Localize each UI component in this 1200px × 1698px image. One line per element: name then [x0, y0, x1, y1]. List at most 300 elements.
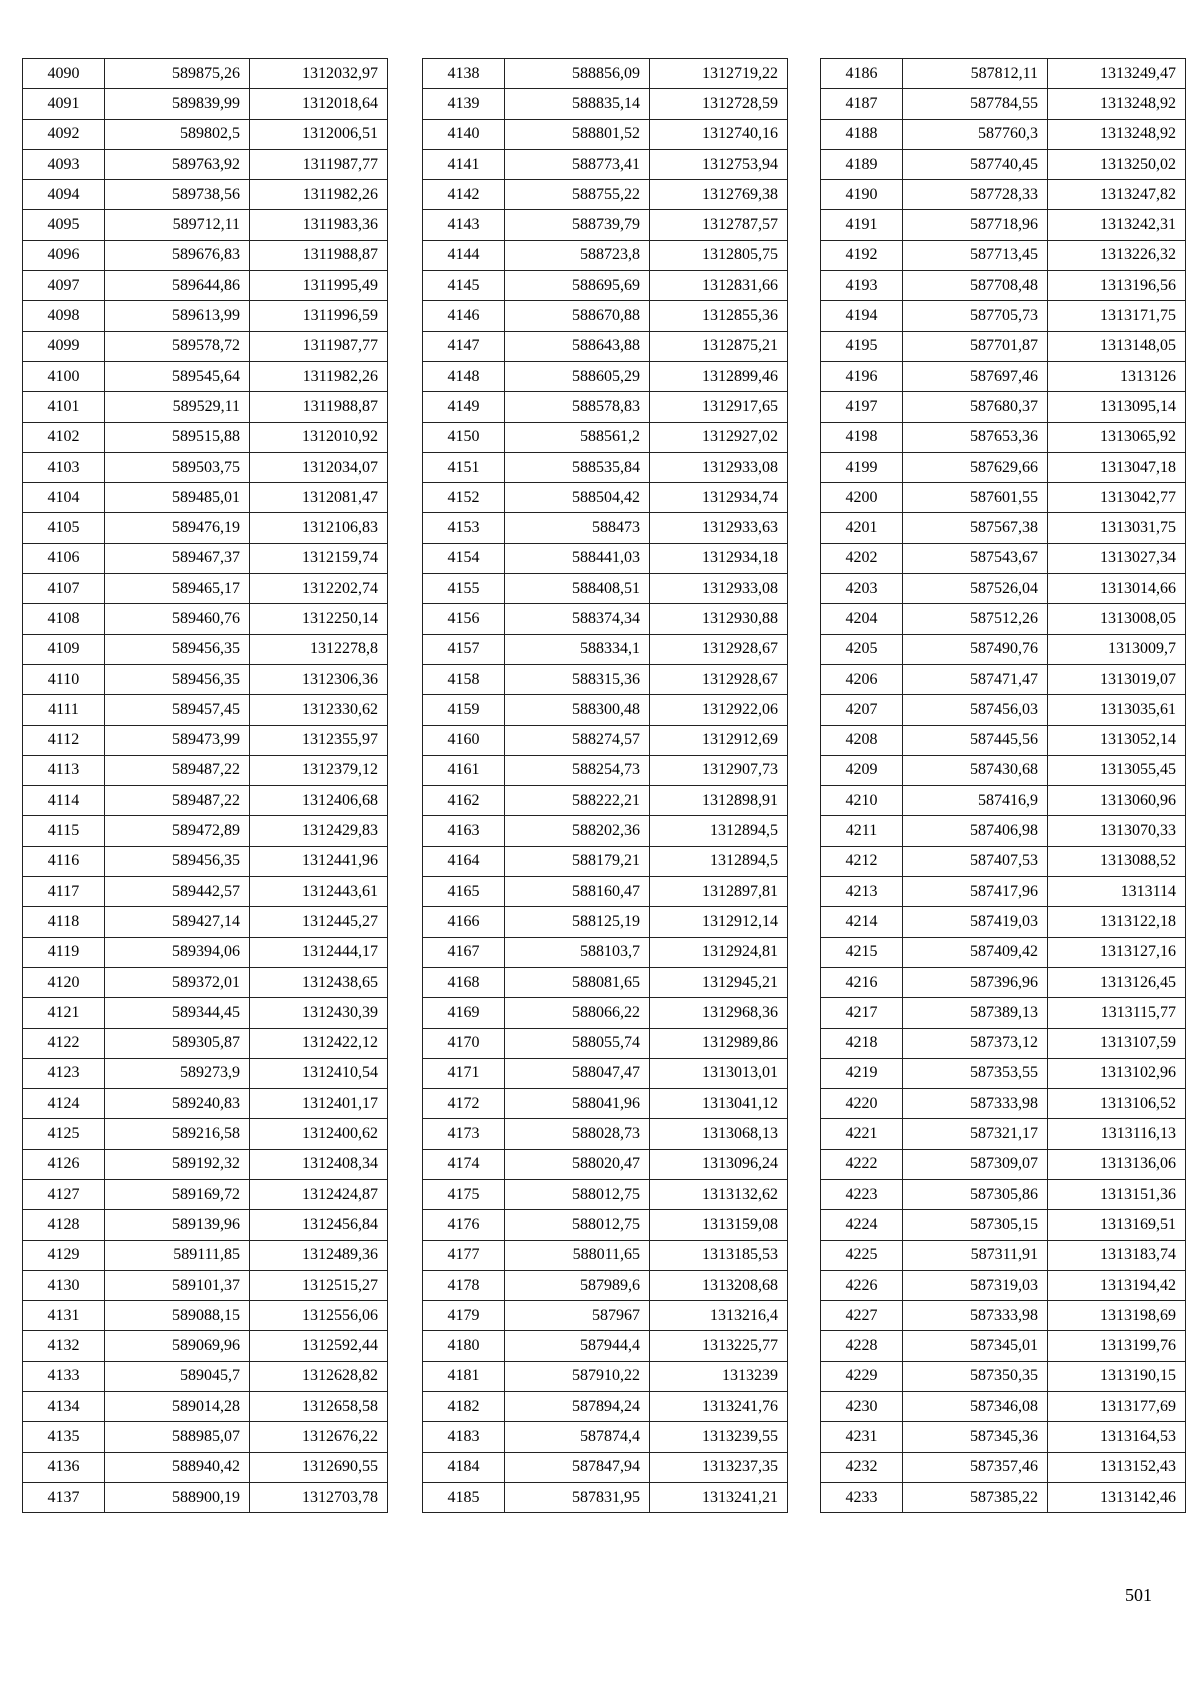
y-coordinate-cell: 1312968,36: [650, 998, 788, 1028]
x-coordinate-cell: 589169,72: [105, 1179, 250, 1209]
x-coordinate-cell: 588755,22: [505, 180, 650, 210]
table-row: [821, 1301, 1186, 1331]
x-coordinate-cell: 587708,48: [903, 271, 1048, 301]
x-coordinate-cell: 587305,86: [903, 1179, 1048, 1209]
table-row: [23, 483, 388, 513]
point-number-cell: 4231: [821, 1422, 903, 1452]
point-number-cell: 4159: [423, 695, 505, 725]
table-row: [821, 725, 1186, 755]
point-number-cell: 4220: [821, 1089, 903, 1119]
y-coordinate-cell: 1312924,81: [650, 937, 788, 967]
table-row: [23, 574, 388, 604]
table-row: [23, 998, 388, 1028]
x-coordinate-cell: 589427,14: [105, 907, 250, 937]
x-coordinate-cell: 587601,55: [903, 483, 1048, 513]
y-coordinate-cell: 1312894,5: [650, 846, 788, 876]
point-number-cell: 4123: [23, 1058, 105, 1088]
table-row: [23, 1331, 388, 1361]
table-row: [423, 149, 788, 179]
y-coordinate-cell: 1312933,08: [650, 452, 788, 482]
table-row: [423, 119, 788, 149]
point-number-cell: 4141: [423, 149, 505, 179]
table-row: [821, 1149, 1186, 1179]
y-coordinate-cell: 1313177,69: [1048, 1392, 1186, 1422]
coordinate-table-2: [422, 58, 788, 1513]
point-number-cell: 4090: [23, 59, 105, 89]
x-coordinate-cell: 587345,36: [903, 1422, 1048, 1452]
x-coordinate-cell: 589442,57: [105, 877, 250, 907]
x-coordinate-cell: 589503,75: [105, 452, 250, 482]
table-row: [821, 361, 1186, 391]
x-coordinate-cell: 588504,42: [505, 483, 650, 513]
point-number-cell: 4177: [423, 1240, 505, 1270]
point-number-cell: 4160: [423, 725, 505, 755]
y-coordinate-cell: 1313106,52: [1048, 1089, 1186, 1119]
point-number-cell: 4198: [821, 422, 903, 452]
point-number-cell: 4119: [23, 937, 105, 967]
point-number-cell: 4109: [23, 634, 105, 664]
point-number-cell: 4232: [821, 1452, 903, 1482]
point-number-cell: 4116: [23, 846, 105, 876]
y-coordinate-cell: 1311988,87: [250, 240, 388, 270]
y-coordinate-cell: 1312592,44: [250, 1331, 388, 1361]
x-coordinate-cell: 589457,45: [105, 695, 250, 725]
table-row: [423, 1482, 788, 1512]
x-coordinate-cell: 588300,48: [505, 695, 650, 725]
x-coordinate-cell: 588254,73: [505, 755, 650, 785]
point-number-cell: 4208: [821, 725, 903, 755]
point-number-cell: 4093: [23, 149, 105, 179]
y-coordinate-cell: 1312930,88: [650, 604, 788, 634]
y-coordinate-cell: 1311995,49: [250, 271, 388, 301]
point-number-cell: 4111: [23, 695, 105, 725]
table-row: [423, 755, 788, 785]
x-coordinate-cell: 587543,67: [903, 543, 1048, 573]
x-coordinate-cell: 588066,22: [505, 998, 650, 1028]
table-row: [23, 1482, 388, 1512]
y-coordinate-cell: 1313052,14: [1048, 725, 1186, 755]
y-coordinate-cell: 1313194,42: [1048, 1270, 1186, 1300]
table-row: [23, 59, 388, 89]
point-number-cell: 4180: [423, 1331, 505, 1361]
point-number-cell: 4229: [821, 1361, 903, 1391]
page-number: 501: [1125, 1585, 1152, 1605]
point-number-cell: 4102: [23, 422, 105, 452]
y-coordinate-cell: 1312897,81: [650, 877, 788, 907]
point-number-cell: 4094: [23, 180, 105, 210]
point-number-cell: 4161: [423, 755, 505, 785]
point-number-cell: 4110: [23, 664, 105, 694]
point-number-cell: 4150: [423, 422, 505, 452]
point-number-cell: 4131: [23, 1301, 105, 1331]
y-coordinate-cell: 1313122,18: [1048, 907, 1186, 937]
table-row: [821, 422, 1186, 452]
point-number-cell: 4203: [821, 574, 903, 604]
x-coordinate-cell: 588940,42: [105, 1452, 250, 1482]
table-row: [821, 1028, 1186, 1058]
point-number-cell: 4225: [821, 1240, 903, 1270]
table-row: [423, 1119, 788, 1149]
x-coordinate-cell: 587345,01: [903, 1331, 1048, 1361]
y-coordinate-cell: 1312898,91: [650, 786, 788, 816]
point-number-cell: 4140: [423, 119, 505, 149]
x-coordinate-cell: 587407,53: [903, 846, 1048, 876]
point-number-cell: 4230: [821, 1392, 903, 1422]
x-coordinate-cell: 587718,96: [903, 210, 1048, 240]
x-coordinate-cell: 588695,69: [505, 271, 650, 301]
table-row: [821, 664, 1186, 694]
table-row: [821, 452, 1186, 482]
point-number-cell: 4107: [23, 574, 105, 604]
y-coordinate-cell: 1312034,07: [250, 452, 388, 482]
table-row: [821, 877, 1186, 907]
x-coordinate-cell: 589139,96: [105, 1210, 250, 1240]
table-row: [423, 180, 788, 210]
x-coordinate-cell: 587350,35: [903, 1361, 1048, 1391]
table-row: [23, 240, 388, 270]
x-coordinate-cell: 587812,11: [903, 59, 1048, 89]
y-coordinate-cell: 1313242,31: [1048, 210, 1186, 240]
y-coordinate-cell: 1312933,08: [650, 574, 788, 604]
x-coordinate-cell: 587357,46: [903, 1452, 1048, 1482]
table-row: [423, 816, 788, 846]
table-row: [423, 1058, 788, 1088]
y-coordinate-cell: 1312805,75: [650, 240, 788, 270]
table-row: [821, 1270, 1186, 1300]
y-coordinate-cell: 1312355,97: [250, 725, 388, 755]
table-row: [821, 513, 1186, 543]
point-number-cell: 4162: [423, 786, 505, 816]
y-coordinate-cell: 1313126: [1048, 361, 1186, 391]
point-number-cell: 4099: [23, 331, 105, 361]
y-coordinate-cell: 1313248,92: [1048, 89, 1186, 119]
y-coordinate-cell: 1313060,96: [1048, 786, 1186, 816]
table-row: [821, 574, 1186, 604]
point-number-cell: 4163: [423, 816, 505, 846]
x-coordinate-cell: 589069,96: [105, 1331, 250, 1361]
x-coordinate-cell: 588055,74: [505, 1028, 650, 1058]
y-coordinate-cell: 1313019,07: [1048, 664, 1186, 694]
y-coordinate-cell: 1313183,74: [1048, 1240, 1186, 1270]
point-number-cell: 4149: [423, 392, 505, 422]
x-coordinate-cell: 589456,35: [105, 846, 250, 876]
point-number-cell: 4188: [821, 119, 903, 149]
y-coordinate-cell: 1312728,59: [650, 89, 788, 119]
point-number-cell: 4113: [23, 755, 105, 785]
table-row: [821, 59, 1186, 89]
y-coordinate-cell: 1313198,69: [1048, 1301, 1186, 1331]
point-number-cell: 4211: [821, 816, 903, 846]
point-number-cell: 4205: [821, 634, 903, 664]
table-row: [821, 1422, 1186, 1452]
x-coordinate-cell: 588643,88: [505, 331, 650, 361]
point-number-cell: 4124: [23, 1089, 105, 1119]
x-coordinate-cell: 589472,89: [105, 816, 250, 846]
point-number-cell: 4164: [423, 846, 505, 876]
y-coordinate-cell: 1313169,51: [1048, 1210, 1186, 1240]
point-number-cell: 4194: [821, 301, 903, 331]
table-row: [423, 1240, 788, 1270]
x-coordinate-cell: 589111,85: [105, 1240, 250, 1270]
y-coordinate-cell: 1313208,68: [650, 1270, 788, 1300]
y-coordinate-cell: 1313248,92: [1048, 119, 1186, 149]
x-coordinate-cell: 589487,22: [105, 786, 250, 816]
table-row: [23, 755, 388, 785]
y-coordinate-cell: 1313199,76: [1048, 1331, 1186, 1361]
y-coordinate-cell: 1313132,62: [650, 1179, 788, 1209]
x-coordinate-cell: 589476,19: [105, 513, 250, 543]
y-coordinate-cell: 1313114: [1048, 877, 1186, 907]
table-row: [23, 392, 388, 422]
table-row: [23, 725, 388, 755]
point-number-cell: 4178: [423, 1270, 505, 1300]
point-number-cell: 4117: [23, 877, 105, 907]
y-coordinate-cell: 1313196,56: [1048, 271, 1186, 301]
table-row: [821, 149, 1186, 179]
table-row: [423, 1301, 788, 1331]
x-coordinate-cell: 589875,26: [105, 59, 250, 89]
point-number-cell: 4165: [423, 877, 505, 907]
point-number-cell: 4144: [423, 240, 505, 270]
y-coordinate-cell: 1312456,84: [250, 1210, 388, 1240]
x-coordinate-cell: 589456,35: [105, 634, 250, 664]
y-coordinate-cell: 1312928,67: [650, 634, 788, 664]
y-coordinate-cell: 1313250,02: [1048, 149, 1186, 179]
x-coordinate-cell: 587309,07: [903, 1149, 1048, 1179]
table-row: [423, 513, 788, 543]
y-coordinate-cell: 1313226,32: [1048, 240, 1186, 270]
x-coordinate-cell: 587396,96: [903, 967, 1048, 997]
x-coordinate-cell: 589613,99: [105, 301, 250, 331]
table-row: [23, 604, 388, 634]
table-row: [821, 271, 1186, 301]
x-coordinate-cell: 589487,22: [105, 755, 250, 785]
point-number-cell: 4193: [821, 271, 903, 301]
point-number-cell: 4145: [423, 271, 505, 301]
y-coordinate-cell: 1311982,26: [250, 361, 388, 391]
point-number-cell: 4204: [821, 604, 903, 634]
x-coordinate-cell: 589088,15: [105, 1301, 250, 1331]
point-number-cell: 4196: [821, 361, 903, 391]
point-number-cell: 4128: [23, 1210, 105, 1240]
y-coordinate-cell: 1312740,16: [650, 119, 788, 149]
y-coordinate-cell: 1313185,53: [650, 1240, 788, 1270]
table-row: [23, 1240, 388, 1270]
point-number-cell: 4217: [821, 998, 903, 1028]
x-coordinate-cell: 588835,14: [505, 89, 650, 119]
y-coordinate-cell: 1312489,36: [250, 1240, 388, 1270]
x-coordinate-cell: 588047,47: [505, 1058, 650, 1088]
point-number-cell: 4207: [821, 695, 903, 725]
table-row: [423, 1210, 788, 1240]
table-row: [821, 1482, 1186, 1512]
x-coordinate-cell: 587373,12: [903, 1028, 1048, 1058]
point-number-cell: 4142: [423, 180, 505, 210]
y-coordinate-cell: 1313151,36: [1048, 1179, 1186, 1209]
table-row: [821, 1179, 1186, 1209]
point-number-cell: 4233: [821, 1482, 903, 1512]
table-row: [423, 1149, 788, 1179]
point-number-cell: 4138: [423, 59, 505, 89]
x-coordinate-cell: 587894,24: [505, 1392, 650, 1422]
y-coordinate-cell: 1312032,97: [250, 59, 388, 89]
table-row: [423, 210, 788, 240]
y-coordinate-cell: 1312933,63: [650, 513, 788, 543]
table-row: [23, 271, 388, 301]
x-coordinate-cell: 587989,6: [505, 1270, 650, 1300]
table-row: [423, 361, 788, 391]
x-coordinate-cell: 588670,88: [505, 301, 650, 331]
x-coordinate-cell: 589240,83: [105, 1089, 250, 1119]
y-coordinate-cell: 1312401,17: [250, 1089, 388, 1119]
table-row: [423, 331, 788, 361]
x-coordinate-cell: 587728,33: [903, 180, 1048, 210]
x-coordinate-cell: 588441,03: [505, 543, 650, 573]
x-coordinate-cell: 589545,64: [105, 361, 250, 391]
x-coordinate-cell: 588856,09: [505, 59, 650, 89]
point-number-cell: 4101: [23, 392, 105, 422]
table-row: [821, 1331, 1186, 1361]
table-row: [423, 604, 788, 634]
y-coordinate-cell: 1311983,36: [250, 210, 388, 240]
x-coordinate-cell: 588605,29: [505, 361, 650, 391]
x-coordinate-cell: 588274,57: [505, 725, 650, 755]
table-row: [423, 937, 788, 967]
table-row: [821, 331, 1186, 361]
y-coordinate-cell: 1312379,12: [250, 755, 388, 785]
y-coordinate-cell: 1312424,87: [250, 1179, 388, 1209]
point-number-cell: 4121: [23, 998, 105, 1028]
x-coordinate-cell: 587333,98: [903, 1301, 1048, 1331]
y-coordinate-cell: 1313239,55: [650, 1422, 788, 1452]
x-coordinate-cell: 588222,21: [505, 786, 650, 816]
y-coordinate-cell: 1312912,14: [650, 907, 788, 937]
y-coordinate-cell: 1313096,24: [650, 1149, 788, 1179]
y-coordinate-cell: 1312159,74: [250, 543, 388, 573]
table-row: [23, 907, 388, 937]
point-number-cell: 4215: [821, 937, 903, 967]
y-coordinate-cell: 1313142,46: [1048, 1482, 1186, 1512]
y-coordinate-cell: 1313115,77: [1048, 998, 1186, 1028]
x-coordinate-cell: 587680,37: [903, 392, 1048, 422]
y-coordinate-cell: 1313055,45: [1048, 755, 1186, 785]
point-number-cell: 4176: [423, 1210, 505, 1240]
table-row: [821, 755, 1186, 785]
point-number-cell: 4151: [423, 452, 505, 482]
point-number-cell: 4218: [821, 1028, 903, 1058]
x-coordinate-cell: 587874,4: [505, 1422, 650, 1452]
table-row: [423, 574, 788, 604]
y-coordinate-cell: 1312445,27: [250, 907, 388, 937]
point-number-cell: 4226: [821, 1270, 903, 1300]
x-coordinate-cell: 589467,37: [105, 543, 250, 573]
y-coordinate-cell: 1312922,06: [650, 695, 788, 725]
x-coordinate-cell: 589738,56: [105, 180, 250, 210]
table-row: [423, 877, 788, 907]
y-coordinate-cell: 1312330,62: [250, 695, 388, 725]
x-coordinate-cell: 588473: [505, 513, 650, 543]
x-coordinate-cell: 587409,42: [903, 937, 1048, 967]
x-coordinate-cell: 588801,52: [505, 119, 650, 149]
point-number-cell: 4135: [23, 1422, 105, 1452]
y-coordinate-cell: 1312855,36: [650, 301, 788, 331]
y-coordinate-cell: 1313041,12: [650, 1089, 788, 1119]
table-row: [423, 543, 788, 573]
x-coordinate-cell: 588103,7: [505, 937, 650, 967]
x-coordinate-cell: 587346,08: [903, 1392, 1048, 1422]
x-coordinate-cell: 587319,03: [903, 1270, 1048, 1300]
point-number-cell: 4120: [23, 967, 105, 997]
x-coordinate-cell: 587740,45: [903, 149, 1048, 179]
table-row: [23, 180, 388, 210]
y-coordinate-cell: 1312831,66: [650, 271, 788, 301]
table-row: [23, 816, 388, 846]
y-coordinate-cell: 1311987,77: [250, 331, 388, 361]
y-coordinate-cell: 1313159,08: [650, 1210, 788, 1240]
x-coordinate-cell: 589456,35: [105, 664, 250, 694]
y-coordinate-cell: 1312430,39: [250, 998, 388, 1028]
table-row: [23, 422, 388, 452]
x-coordinate-cell: 587406,98: [903, 816, 1048, 846]
point-number-cell: 4097: [23, 271, 105, 301]
point-number-cell: 4219: [821, 1058, 903, 1088]
point-number-cell: 4213: [821, 877, 903, 907]
y-coordinate-cell: 1312917,65: [650, 392, 788, 422]
x-coordinate-cell: 587784,55: [903, 89, 1048, 119]
table-row: [23, 1058, 388, 1088]
y-coordinate-cell: 1313249,47: [1048, 59, 1186, 89]
point-number-cell: 4214: [821, 907, 903, 937]
y-coordinate-cell: 1312753,94: [650, 149, 788, 179]
point-number-cell: 4106: [23, 543, 105, 573]
point-number-cell: 4104: [23, 483, 105, 513]
table-row: [23, 301, 388, 331]
y-coordinate-cell: 1312894,5: [650, 816, 788, 846]
table-row: [821, 483, 1186, 513]
x-coordinate-cell: 588202,36: [505, 816, 650, 846]
table-row: [23, 149, 388, 179]
x-coordinate-cell: 587456,03: [903, 695, 1048, 725]
point-number-cell: 4182: [423, 1392, 505, 1422]
table-row: [23, 1028, 388, 1058]
y-coordinate-cell: 1313152,43: [1048, 1452, 1186, 1482]
x-coordinate-cell: 587430,68: [903, 755, 1048, 785]
y-coordinate-cell: 1312441,96: [250, 846, 388, 876]
table-row: [23, 1210, 388, 1240]
point-number-cell: 4195: [821, 331, 903, 361]
table-row: [423, 301, 788, 331]
point-number-cell: 4212: [821, 846, 903, 876]
table-row: [821, 1240, 1186, 1270]
x-coordinate-cell: 587653,36: [903, 422, 1048, 452]
x-coordinate-cell: 588012,75: [505, 1179, 650, 1209]
x-coordinate-cell: 589014,28: [105, 1392, 250, 1422]
x-coordinate-cell: 588739,79: [505, 210, 650, 240]
table-row: [423, 725, 788, 755]
y-coordinate-cell: 1313088,52: [1048, 846, 1186, 876]
point-number-cell: 4098: [23, 301, 105, 331]
coordinate-table-3: [820, 58, 1186, 1513]
table-row: [821, 907, 1186, 937]
table-row: [821, 1058, 1186, 1088]
table-row: [821, 695, 1186, 725]
table-row: [821, 1361, 1186, 1391]
y-coordinate-cell: 1312875,21: [650, 331, 788, 361]
y-coordinate-cell: 1312934,18: [650, 543, 788, 573]
point-number-cell: 4136: [23, 1452, 105, 1482]
point-number-cell: 4190: [821, 180, 903, 210]
y-coordinate-cell: 1313164,53: [1048, 1422, 1186, 1452]
